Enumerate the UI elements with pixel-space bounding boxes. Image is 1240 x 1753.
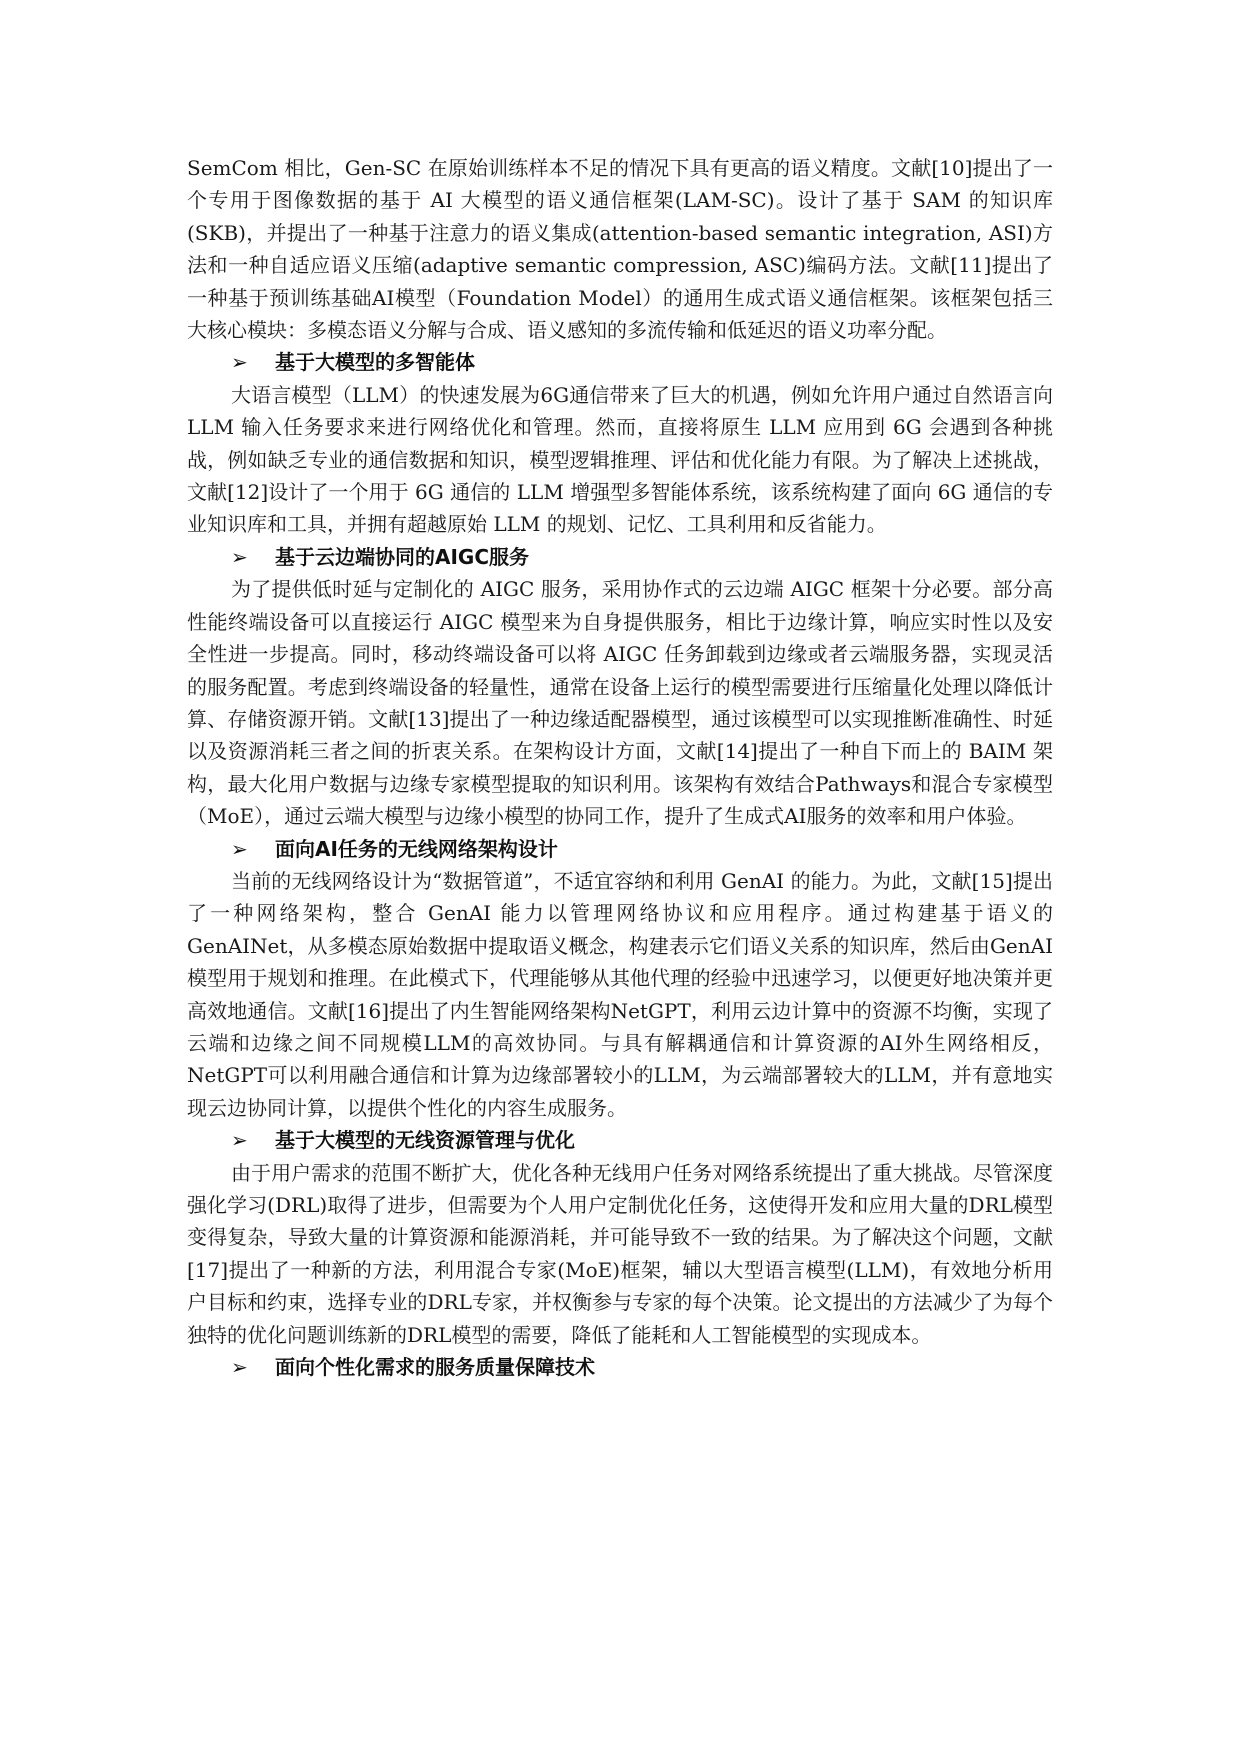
heading-resource-management (187, 1124, 1053, 1156)
paragraph-semantic-communication: SemCom 相比，Gen-SC 在原始训练样本不足的情况下具有更高的语义精度。文献[10]提出了一个专用于图像数据的基于 AI 大模型的语义通信框架(LAM-SC)。设计了基于 SAM 的知识库(SKB)，并提出了一种基于注意力的语义集成(attention-based semantic integration, ASI)方法和一种自适应语义压缩(adaptive semantic compression, ASC)编码方法。文献[11]提出了一种基于预训练基础AI模型（Foundation Model）的通用生成式语义通信框架。该框架包括三大核心模块：多模态语义分解与合成、语义感知的多流传输和低延迟的语义功率分配。 (187, 156, 1053, 343)
heading-text: 基于大模型的多智能体 (275, 350, 475, 375)
paragraph-resource-management: 由于用户需求的范围不断扩大，优化各种无线用户任务对网络系统提出了重大挑战。尽管深度强化学习(DRL)取得了进步，但需要为个人用户定制优化任务，这使得开发和应用大量的DRL模型变得复杂，导致大量的计算资源和能源消耗，并可能导致不一致的结果。为了解决这个问题，文献[17]提出了一种新的方法，利用混合专家(MoE)框架，辅以大型语言模型(LLM)，有效地分析用户目标和约束，选择专业的DRL专家，并权衡参与专家的每个决策。论文提出的方法减少了为每个独特的优化问题训练新的DRL模型的需要，降低了能耗和人工智能模型的实现成本。 (187, 1160, 1053, 1347)
heading-text: 面向个性化需求的服务质量保障技术 (275, 1355, 595, 1380)
heading-text: 基于大模型的无线资源管理与优化 (275, 1128, 575, 1153)
arrow-bullet-icon: ➢ (231, 1355, 248, 1380)
arrow-bullet-icon: ➢ (231, 1128, 248, 1153)
heading-wireless-architecture (187, 833, 1053, 865)
paragraph-llm-multi-agent: 大语言模型（LLM）的快速发展为6G通信带来了巨大的机遇，例如允许用户通过自然语言向 LLM 输入任务要求来进行网络优化和管理。然而，直接将原生 LLM 应用到 6G 会遇到各种挑战，例如缺乏专业的通信数据和知识，模型逻辑推理、评估和优化能力有限。为了解决上述挑战，文献[12]设计了一个用于 6G 通信的 LLM 增强型多智能体系统，该系统构建了面向 6G 通信的专业知识库和工具，并拥有超越原始 LLM 的规划、记忆、工具利用和反省能力。 (187, 382, 1053, 537)
document-page (187, 152, 1053, 1383)
heading-text: 面向AI任务的无线网络架构设计 (275, 836, 558, 861)
paragraph-cloud-edge-aigc: 为了提供低时延与定制化的 AIGC 服务，采用协作式的云边端 AIGC 框架十分必要。部分高性能终端设备可以直接运行 AIGC 模型来为自身提供服务，相比于边缘计算，响应实时性以及安全性进一步提高。同时，移动终端设备可以将 AIGC 任务卸载到边缘或者云端服务器，实现灵活的服务配置。考虑到终端设备的轻量性，通常在设备上运行的模型需要进行压缩量化处理以降低计算、存储资源开销。文献[13]提出了一种边缘适配器模型，通过该模型可以实现推断准确性、时延以及资源消耗三者之间的折衷关系。在架构设计方面，文献[14]提出了一种自下而上的 BAIM 架构，最大化用户数据与边缘专家模型提取的知识利用。该架构有效结合Pathways和混合专家模型（MoE），通过云端大模型与边缘小模型的协同工作，提升了生成式AI服务的效率和用户体验。 (187, 577, 1053, 829)
heading-cloud-edge-aigc (187, 541, 1053, 573)
heading-qos-guarantee (187, 1351, 1053, 1383)
arrow-bullet-icon: ➢ (231, 544, 248, 569)
arrow-bullet-icon: ➢ (231, 350, 248, 375)
arrow-bullet-icon: ➢ (231, 836, 248, 861)
heading-text: 基于云边端协同的AIGC服务 (275, 544, 530, 569)
heading-llm-multi-agent (187, 346, 1053, 378)
paragraph-wireless-architecture: 当前的无线网络设计为“数据管道”，不适宜容纳和利用 GenAI 的能力。为此，文献[15]提出了一种网络架构，整合 GenAI 能力以管理网络协议和应用程序。通过构建基于语义的GenAINet，从多模态原始数据中提取语义概念，构建表示它们语义关系的知识库，然后由GenAI模型用于规划和推理。在此模式下，代理能够从其他代理的经验中迅速学习，以便更好地决策并更高效地通信。文献[16]提出了内生智能网络架构NetGPT，利用云边计算中的资源不均衡，实现了云端和边缘之间不同规模LLM的高效协同。与具有解耦通信和计算资源的AI外生网络相反，NetGPT可以利用融合通信和计算为边缘部署较小的LLM，为云端部署较大的LLM，并有意地实现云边协同计算，以提供个性化的内容生成服务。 (187, 868, 1053, 1120)
